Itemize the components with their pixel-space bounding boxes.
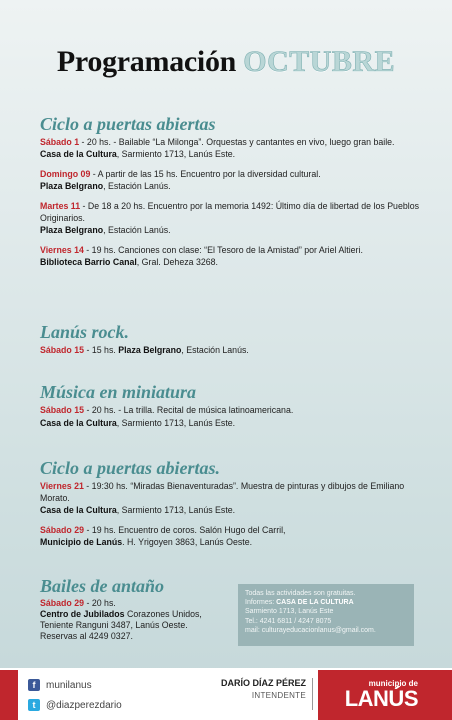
event-text: - 19 hs. Canciones con clase: “El Tesoro de la Amistad” por Ariel Altieri. — [83, 245, 363, 255]
event-item — [40, 200, 420, 236]
section-title: Lanús rock. — [40, 322, 130, 342]
section-title: Ciclo a puertas abiertas — [40, 114, 216, 134]
event-text: - 19 hs. Encuentro de coros. Salón Hugo del Carril, — [84, 525, 286, 535]
event-place: Plaza Belgrano — [40, 225, 104, 235]
section-musica-miniatura — [40, 382, 420, 438]
section-lanus-rock — [40, 322, 420, 364]
event-place-rest: , Gral. Deheza 3268. — [136, 257, 218, 267]
info-line: Tel.: 4241 6811 / 4247 8075 — [245, 617, 332, 625]
section-title: Ciclo a puertas abiertas. — [40, 458, 221, 478]
section-title: Música en miniatura — [40, 382, 197, 402]
section-ciclo-1 — [40, 114, 420, 276]
info-venue: CASA DE LA CULTURA — [276, 599, 354, 607]
event-place-rest: , Estación Lanús. — [103, 181, 171, 191]
event-item — [40, 244, 420, 268]
mayor-role: INTENDENTE — [251, 691, 306, 700]
facebook-handle: munilanus — [46, 679, 92, 691]
section-title: Bailes de antaño — [40, 576, 165, 596]
event-place: Plaza Belgrano — [118, 345, 182, 355]
mayor-signature — [196, 676, 306, 702]
event-day: Viernes 14 — [40, 245, 84, 255]
event-place: Casa de la Cultura — [40, 149, 117, 159]
info-line: Todas las actividades son gratuitas. — [245, 590, 356, 597]
event-day: Sábado 1 — [40, 137, 80, 147]
event-text: - 20 hs. - La trilla. Recital de música latinoamericana. — [84, 405, 294, 415]
info-box — [238, 584, 414, 646]
event-text: - 15 hs. — [84, 345, 119, 355]
event-place: Plaza Belgrano — [40, 181, 104, 191]
event-item — [40, 480, 420, 516]
logo-name: LANÚS — [344, 686, 418, 711]
logo-subtitle: municipio de — [368, 679, 418, 688]
event-day: Sábado 29 — [40, 525, 85, 535]
event-place: Municipio de Lanús — [40, 537, 123, 547]
facebook-link[interactable] — [28, 676, 122, 694]
municipio-logo — [318, 670, 452, 720]
event-place-rest: , Sarmiento 1713, Lanús Este. — [116, 149, 236, 159]
event-place: Biblioteca Barrio Canal — [40, 257, 137, 267]
event-place: Centro de Jubilados — [40, 609, 125, 619]
event-item — [40, 344, 420, 356]
event-day: Martes 11 — [40, 201, 81, 211]
event-place-rest: , Estación Lanús. — [181, 345, 249, 355]
event-address: Teniente Ranguni 3487, Lanús Oeste. — [40, 620, 188, 630]
event-text: - A partir de las 15 hs. Encuentro por la diversidad cultural. — [90, 169, 321, 179]
event-text: - 19:30 hs. “Miradas Bienaventuradas”. Muestra de pinturas y dibujos de Emiliano Morato. — [40, 481, 405, 503]
info-prefix: Informes: — [245, 599, 277, 607]
event-place-rest: , Estación Lanús. — [103, 225, 171, 235]
section-ciclo-2 — [40, 458, 420, 556]
event-place-rest: Corazones Unidos, — [124, 609, 202, 619]
event-place-rest: , Sarmiento 1713, Lanús Este. — [116, 418, 236, 428]
event-item — [40, 598, 230, 642]
section-bailes-antano — [40, 576, 230, 650]
info-line — [245, 598, 407, 607]
event-phone: Reservas al 4249 0327. — [40, 631, 133, 641]
event-day: Sábado 29 — [40, 598, 85, 608]
event-item — [40, 136, 420, 160]
facebook-icon: f — [28, 679, 40, 691]
mayor-name: DARÍO DÍAZ PÉREZ — [220, 678, 306, 688]
event-item — [40, 524, 420, 548]
footer-accent-band — [0, 670, 18, 720]
event-day: Sábado 15 — [40, 405, 85, 415]
event-text: - 20 hs. — [84, 598, 116, 608]
event-item — [40, 404, 420, 430]
event-day: Domingo 09 — [40, 169, 91, 179]
event-text: - 20 hs. - Bailable “La Milonga”. Orquestas y cantantes en vivo, luego gran baile. — [79, 137, 395, 147]
info-line: Sarmiento 1713, Lanús Este — [245, 608, 334, 616]
event-place: Casa de la Cultura — [40, 505, 117, 515]
event-place: Casa de la Cultura — [40, 418, 117, 428]
event-text: - De 18 a 20 hs. Encuentro por la memoria 1492: Último día de libertad de los Pueblos Originarios. — [40, 201, 419, 223]
event-item — [40, 168, 420, 192]
social-links — [28, 676, 122, 716]
event-place-rest: . H. Yrigoyen 3863, Lanús Oeste. — [122, 537, 253, 547]
page-title — [0, 46, 452, 78]
info-email[interactable]: mail: culturayeducacionlanus@gmail.com. — [245, 626, 376, 634]
twitter-handle: @diazperezdario — [46, 699, 122, 711]
event-day: Sábado 15 — [40, 345, 85, 355]
twitter-link[interactable] — [28, 696, 122, 714]
twitter-icon: t — [28, 699, 40, 711]
title-accent: OCTUBRE — [243, 45, 396, 78]
footer-divider — [312, 678, 313, 710]
event-day: Viernes 21 — [40, 481, 84, 491]
title-main: Programación — [56, 45, 237, 78]
event-place-rest: , Sarmiento 1713, Lanús Este. — [116, 505, 236, 515]
